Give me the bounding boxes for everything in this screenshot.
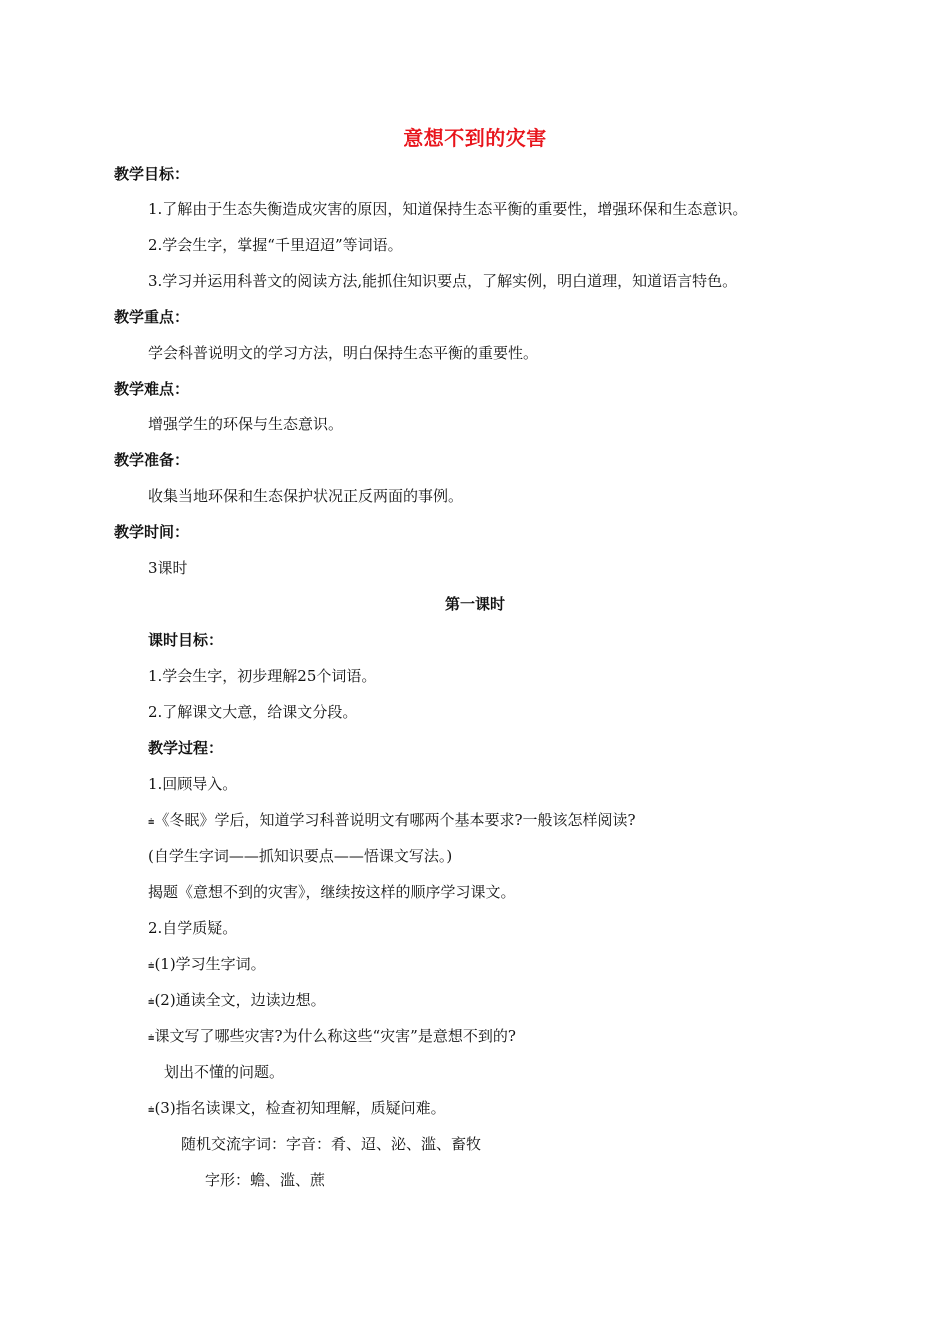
objectives-heading: 教学目标：: [114, 165, 190, 183]
lesson1-goals-heading: 课时目标：: [148, 631, 224, 649]
process-question-1: [148, 810, 636, 832]
substep-4-text: (3)指名读课文，检查初知理解，质疑问难。: [154, 1099, 446, 1117]
key-points-text: 学会科普说明文的学习方法，明白保持生态平衡的重要性。: [148, 344, 539, 362]
process-step-1: 1.回顾导入。: [148, 775, 238, 793]
objective-item-2: 2.学会生字，掌握“千里迢迢”等词语。: [148, 236, 403, 254]
preparation-text: 收集当地环保和生态保护状况正反两面的事例。: [148, 487, 464, 505]
process-answer: (自学生字词——抓知识要点——悟课文写法。): [148, 847, 453, 865]
process-heading: 教学过程：: [148, 739, 224, 757]
time-text: 3课时: [148, 559, 188, 577]
preparation-heading: 教学准备：: [114, 451, 190, 469]
lesson1-heading: 第一课时: [444, 595, 505, 613]
document-title: 意想不到的灾害: [403, 126, 547, 150]
bullet-mark-icon: ⩧: [148, 1031, 155, 1044]
substep-3-text: 课文写了哪些灾害?为什么称这些“灾害”是意想不到的?: [154, 1027, 516, 1045]
bullet-mark-icon: ⩧: [148, 995, 155, 1008]
time-heading: 教学时间：: [114, 523, 190, 541]
process-substep-2: [148, 990, 326, 1012]
process-substep-1: [148, 954, 266, 976]
objective-item-3: 3.学习并运用科普文的阅读方法,能抓住知识要点，了解实例，明白道理，知道语言特色。: [148, 272, 738, 290]
bullet-mark-icon: ⩧: [148, 1103, 155, 1116]
substep-2-text: (2)通读全文，边读边想。: [154, 991, 326, 1009]
process-pronunciation: 随机交流字词：字音：肴、迢、泌、滥、畜牧: [181, 1135, 482, 1153]
difficulties-text: 增强学生的环保与生态意识。: [148, 415, 344, 433]
process-substep-3: [148, 1026, 516, 1048]
question-1-text: 《冬眠》学后，知道学习科普说明文有哪两个基本要求?一般该怎样阅读?: [154, 811, 636, 829]
process-substep-3b: 划出不懂的问题。: [164, 1063, 285, 1081]
lesson1-goal-1: 1.学会生字，初步理解25个词语。: [148, 667, 377, 685]
key-points-heading: 教学重点：: [114, 308, 190, 326]
bullet-mark-icon: ⩧: [148, 959, 155, 972]
process-substep-4: [148, 1098, 446, 1120]
process-intro: 揭题《意想不到的灾害》，继续按这样的顺序学习课文。: [148, 883, 516, 901]
process-step-2: 2.自学质疑。: [148, 919, 238, 937]
lesson1-goal-2: 2.了解课文大意，给课文分段。: [148, 703, 358, 721]
substep-1-text: (1)学习生字词。: [154, 955, 266, 973]
difficulties-heading: 教学难点：: [114, 380, 190, 398]
objective-item-1: 1.了解由于生态失衡造成灾害的原因，知道保持生态平衡的重要性，增强环保和生态意识。: [148, 200, 748, 218]
bullet-mark-icon: ⩧: [148, 815, 155, 828]
process-shape: 字形：蟾、滥、蔗: [205, 1171, 326, 1189]
